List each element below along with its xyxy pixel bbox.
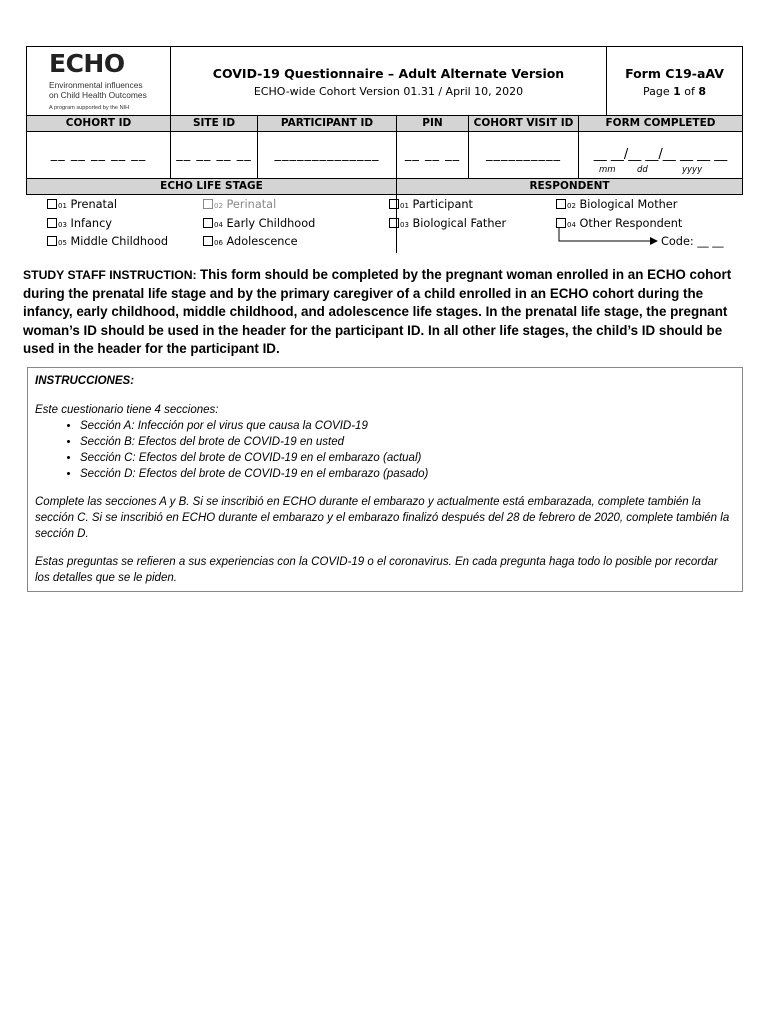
checkbox[interactable]	[556, 199, 566, 209]
checkbox[interactable]	[47, 218, 57, 228]
col-pin: PIN	[396, 115, 469, 132]
form-completed-date-field[interactable]	[578, 131, 743, 179]
checkbox[interactable]	[47, 199, 57, 209]
col-participant-id: PARTICIPANT ID	[257, 115, 397, 132]
study-staff-instruction	[23, 266, 753, 359]
cohort-id-field[interactable]	[26, 131, 171, 179]
respondent-other[interactable]: 04 Other Respondent	[556, 217, 682, 232]
list-item: • Sección A: Infección por el virus que causa la COVID-19	[80, 418, 770, 434]
col-site-id: SITE ID	[170, 115, 258, 132]
checkbox[interactable]	[203, 218, 213, 228]
col-cohort-visit-id: COHORT VISIT ID	[468, 115, 579, 132]
cohort-id-blank: __ __ __ __ __	[50, 147, 147, 162]
site-id-field[interactable]	[170, 131, 258, 179]
respondent-participant[interactable]: 01 Participant	[389, 198, 473, 213]
logo-cell	[26, 46, 171, 116]
checkbox[interactable]	[47, 236, 57, 246]
date-label-yyyy: yyyy	[682, 165, 703, 175]
life-stage-adolescence[interactable]: 06 Adolescence	[203, 235, 298, 250]
pin-field[interactable]	[396, 131, 469, 179]
arrow-right-icon	[558, 228, 660, 246]
page-indicator	[607, 85, 742, 98]
other-respondent-code[interactable]: Code: __ __	[661, 235, 724, 248]
page-number: 1	[673, 85, 681, 98]
instructions-heading: INSTRUCCIONES:	[35, 375, 135, 387]
life-stage-prenatal[interactable]: 01 Prenatal	[47, 198, 117, 213]
checkbox[interactable]	[203, 236, 213, 246]
participant-id-blank: ______________	[274, 147, 380, 162]
form-title: COVID-19 Questionnaire – Adult Alternate Version	[212, 66, 565, 81]
site-id-blank: __ __ __ __	[176, 147, 252, 162]
checkbox[interactable]	[203, 199, 213, 209]
life-stage-header: ECHO LIFE STAGE	[26, 178, 397, 195]
section-list	[35, 418, 770, 482]
echo-logo: ECHO	[49, 49, 125, 78]
pin-blank: __ __ __	[404, 147, 461, 162]
list-item: • Sección D: Efectos del brote de COVID-19 en el embarazo (pasado)	[80, 466, 770, 482]
page-prefix: Page	[642, 85, 674, 98]
page-total: 8	[698, 85, 707, 98]
col-cohort-id: COHORT ID	[26, 115, 171, 132]
logo-subtitle-1: Environmental influences	[49, 80, 143, 90]
checkbox[interactable]	[389, 199, 399, 209]
form-completed-blank: __ __/__ __/__ __ __ __	[593, 147, 728, 162]
cohort-visit-id-blank: __________	[486, 147, 561, 162]
participant-id-field[interactable]	[257, 131, 397, 179]
date-label-mm: mm	[599, 165, 616, 175]
respondent-biological-mother[interactable]: 02 Biological Mother	[556, 198, 677, 213]
staff-instruction-text: This form should be completed by the pregnant woman enrolled in an ECHO cohort during the prenatal life stage and by the primary caregiver of a child enrolled in an ECHO cohort during the infancy, early childhood, middle childhood, and adolescence life stages. In the prenatal life stage, the pregnant woman’s ID should be used in the header for the participant ID. In all other life stages, the child’s ID should be used in the header for the participant ID.	[23, 267, 732, 356]
instructions-paragraph-2: Estas preguntas se refieren a sus experiencias con la COVID-19 o el coronavirus. En cada pregunta haga todo lo posible por recordar los detalles que se le piden.	[35, 556, 718, 584]
form-header-table	[26, 46, 743, 196]
respondent-biological-father[interactable]: 03 Biological Father	[389, 217, 506, 232]
list-item: • Sección C: Efectos del brote de COVID-19 en el embarazo (actual)	[80, 450, 770, 466]
life-stage-infancy[interactable]: 03 Infancy	[47, 217, 112, 232]
instructions-intro: Este cuestionario tiene 4 secciones:	[35, 404, 219, 416]
staff-instruction-label: STUDY STAFF INSTRUCTION:	[23, 268, 200, 282]
form-subtitle: ECHO-wide Cohort Version 01.31 / April 10, 2020	[253, 85, 524, 98]
form-id: Form C19-aAV	[625, 66, 724, 81]
page-mid: of	[680, 85, 699, 98]
form-id-cell	[606, 46, 743, 116]
cohort-visit-id-field[interactable]	[468, 131, 579, 179]
logo-subtitle-2: on Child Health Outcomes	[49, 90, 147, 100]
instructions-paragraph-1: Complete las secciones A y B. Si se inscribió en ECHO durante el embarazo y actualmente está embarazada, complete también la sección C. Si se inscribió en ECHO durante el embarazo y el embarazo finalizó después del 28 de febrero de 2020, complete también la sección D.	[35, 496, 730, 540]
respondent-header: RESPONDENT	[396, 178, 743, 195]
date-label-dd: dd	[637, 165, 648, 175]
logo-tagline: A program supported by the NIH	[49, 105, 130, 111]
list-item: • Sección B: Efectos del brote de COVID-19 en usted	[80, 434, 770, 450]
life-stage-middle-childhood[interactable]: 05 Middle Childhood	[47, 235, 168, 250]
instructions-box	[27, 367, 743, 592]
life-stage-early-childhood[interactable]: 04 Early Childhood	[203, 217, 315, 232]
title-cell	[170, 46, 607, 116]
life-stage-perinatal[interactable]: 02 Perinatal	[203, 198, 276, 213]
col-form-completed: FORM COMPLETED	[578, 115, 743, 132]
checkbox[interactable]	[389, 218, 399, 228]
checkbox[interactable]	[556, 218, 566, 228]
